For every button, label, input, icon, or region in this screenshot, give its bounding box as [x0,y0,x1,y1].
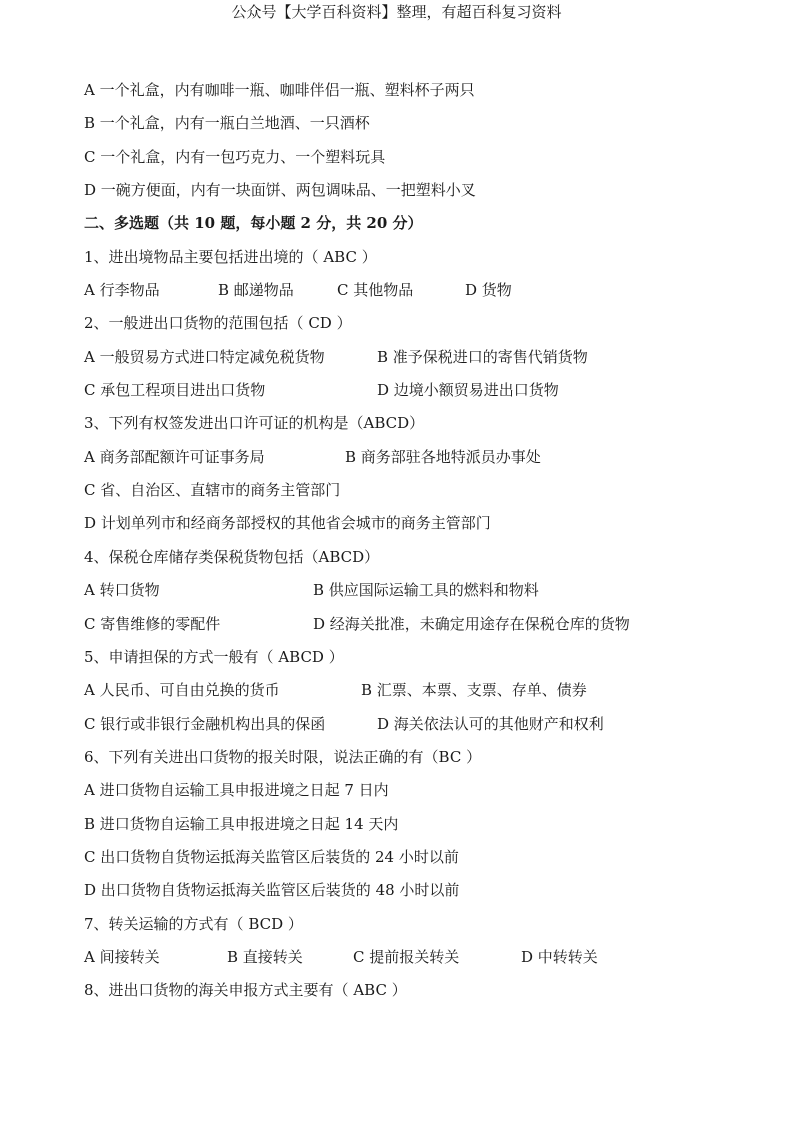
question-stem: 5、申请担保的方式一般有（ ABCD ） [84,647,344,666]
option-b: B 商务部驻各地特派员办事处 [345,447,541,466]
option-row [84,380,764,413]
option-a: A 进口货物自运输工具申报进境之日起 7 日内 [84,781,389,800]
option-row [84,947,764,980]
option-a: A 行李物品 [84,281,160,300]
option-c: C 承包工程项目进出口货物 [84,381,266,400]
option-row [84,280,764,313]
option-row [84,447,764,480]
option-d: D 出口货物自货物运抵海关监管区后装货的 48 小时以前 [84,881,460,900]
option-c: C 银行或非银行金融机构出具的保函 [84,714,326,733]
option-a: A 间接转关 [84,947,160,966]
option-a: A 人民币、可自由兑换的货币 [84,681,280,700]
option-b: B 准予保税进口的寄售代销货物 [377,347,588,366]
prev-option-b: B 一个礼盒，内有一瓶白兰地酒、一只酒杯 [84,114,370,133]
option-row [84,714,764,747]
document-body [84,80,764,1014]
question-stem: 3、下列有权签发进出口许可证的机构是（ABCD） [84,414,425,433]
question-stem: 6、下列有关进出口货物的报关时限，说法正确的有（BC ） [84,747,482,766]
prev-option-c: C 一个礼盒，内有一包巧克力、一个塑料玩具 [84,147,386,166]
option-d: D 经海关批准，未确定用途存在保税仓库的货物 [313,614,630,633]
option-d: D 中转转关 [521,947,598,966]
option-c: C 寄售维修的零配件 [84,614,221,633]
option-c: C 出口货物自货物运抵海关监管区后装货的 24 小时以前 [84,847,459,866]
option-row [84,680,764,713]
question-stem: 8、进出口货物的海关申报方式主要有（ ABC ） [84,981,407,1000]
option-b: B 供应国际运输工具的燃料和物料 [313,581,539,600]
option-c: C 提前报关转关 [353,947,460,966]
option-row [84,580,764,613]
question-stem: 4、保税仓库储存类保税货物包括（ABCD） [84,547,380,566]
prev-option-d: D 一碗方便面，内有一块面饼、两包调味品、一把塑料小叉 [84,181,476,200]
prev-option-a: A 一个礼盒，内有咖啡一瓶、咖啡伴侣一瓶、塑料杯子两只 [84,81,475,99]
option-d: D 货物 [465,281,512,300]
question-stem: 2、一般进出口货物的范围包括（ CD ） [84,314,352,333]
page-header: 公众号【大学百科资料】整理，有超百科复习资料 [231,3,562,21]
option-a: A 转口货物 [84,581,160,600]
question-stem: 1、进出境物品主要包括进出境的（ ABC ） [84,247,377,266]
option-a: A 商务部配额许可证事务局 [84,447,265,466]
option-c: C 其他物品 [337,281,414,300]
option-row [84,347,764,380]
option-c: C 省、自治区、直辖市的商务主管部门 [84,481,341,500]
option-d: D 计划单列市和经商务部授权的其他省会城市的商务主管部门 [84,514,491,533]
option-d: D 边境小额贸易进出口货物 [377,381,559,400]
option-b: B 汇票、本票、支票、存单、债券 [361,681,587,700]
section-title: 二、多选题（共 10 题，每小题 2 分，共 20 分） [84,214,423,233]
question-stem: 7、转关运输的方式有（ BCD ） [84,914,303,933]
option-b: B 邮递物品 [218,281,294,300]
option-row [84,614,764,647]
option-a: A 一般贸易方式进口特定减免税货物 [84,347,325,366]
option-b: B 进口货物自运输工具申报进境之日起 14 天内 [84,814,399,833]
option-d: D 海关依法认可的其他财产和权利 [377,714,604,733]
option-b: B 直接转关 [227,947,303,966]
